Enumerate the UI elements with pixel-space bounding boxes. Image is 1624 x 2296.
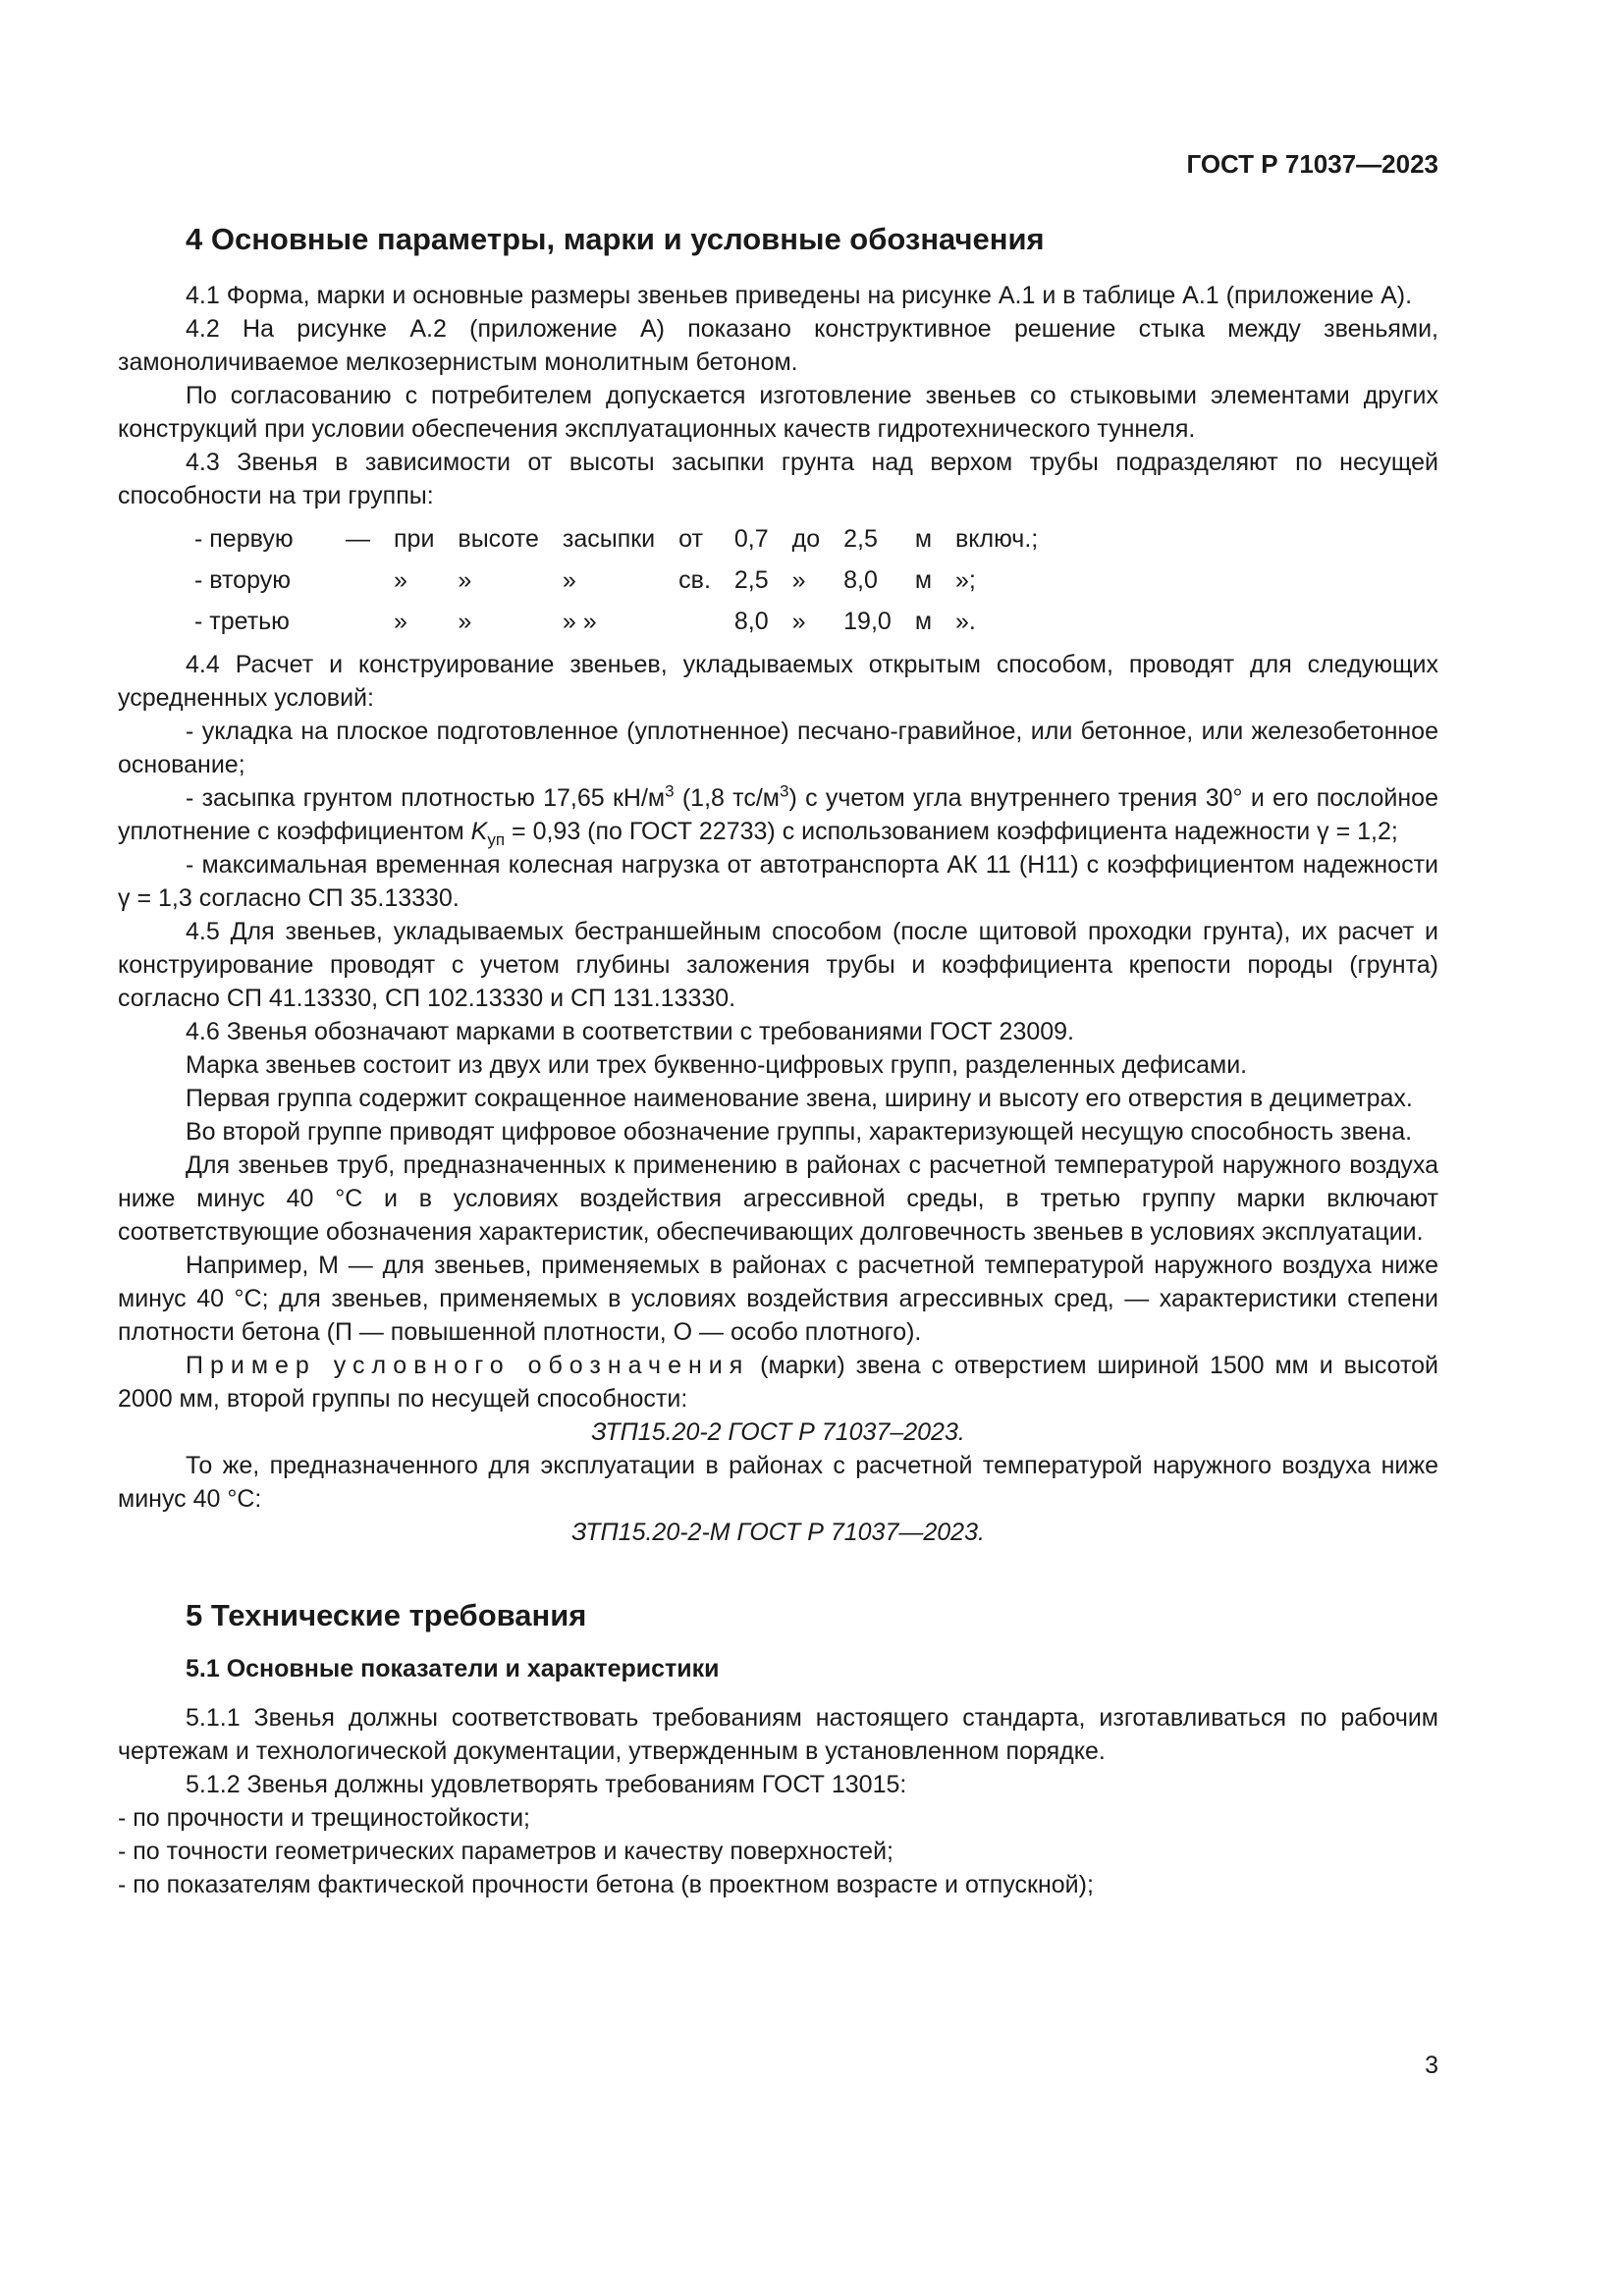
- paragraph-4-6: 4.6 Звенья обозначают марками в соответствии с требованиями ГОСТ 23009.: [186, 1018, 1075, 1045]
- group-cell: »: [394, 607, 407, 635]
- group-cell: - третью: [194, 607, 290, 635]
- list-item: - по показателям фактической прочности бетона (в проектном возрасте и отпускной);: [118, 1871, 1094, 1898]
- group-row-first: [194, 518, 1050, 560]
- group-cell: м: [914, 524, 933, 553]
- load-groups-table: [194, 518, 1050, 642]
- group-cell: высоте: [458, 524, 539, 553]
- group-cell: при: [394, 524, 435, 553]
- paragraph-4-4-backfill: [118, 781, 1438, 848]
- group-cell: ».: [955, 607, 976, 635]
- text-run: ) с учетом угла внутреннего трения 30° и его послойное уплотнение с коэффициентом: [118, 784, 1438, 845]
- subsection-5-1-title: 5.1 Основные показатели и характеристики: [186, 1655, 720, 1682]
- paragraph-4-6-third-group: Для звеньев труб, предназначенных к применению в районах с расчетной температурой наружного воздуха ниже минус 40 °С и в условиях воздействия агрессивной среды, в третью группу марки включают соответствующие обозначения характеристик, обеспечивающих долговечность звеньев в условиях эксплуатации.: [118, 1151, 1438, 1246]
- text-run: (1,8 тс/м: [674, 784, 780, 812]
- section-4-title: 4 Основные параметры, марки и условные обозначения: [186, 222, 1045, 256]
- paragraph-4-4-base: - укладка на плоское подготовленное (уплотненное) песчано-гравийное, или бетонное, или железобетонное основание;: [118, 718, 1438, 778]
- group-cell: [334, 601, 382, 642]
- group-cell: 0,7: [733, 524, 769, 553]
- group-cell: 8,0: [843, 565, 878, 594]
- group-row-second: [194, 560, 1050, 601]
- group-cell: м: [914, 565, 933, 594]
- paragraph-4-6-first-group: Первая группа содержит сокращенное наименование звена, ширину и высоту его отверстия в дециметрах.: [186, 1085, 1413, 1112]
- group-cell: »: [791, 565, 806, 594]
- text-run: = 0,93 (по ГОСТ 22733) с использованием коэффициента надежности γ = 1,2;: [505, 818, 1398, 845]
- paragraph-4-6-example-codes: Например, М — для звеньев, применяемых в районах с расчетной температурой наружного воздуха ниже минус 40 °С; для звеньев, применяемых в условиях воздействия агрессивных сред, — характеристики степени плотности бетона (П — повышенной плотности, О — особо плотного).: [118, 1252, 1438, 1346]
- section-5-title: 5 Технические требования: [186, 1598, 587, 1632]
- group-cell: » »: [562, 607, 597, 635]
- superscript: 3: [665, 781, 675, 801]
- page-content: [118, 222, 1438, 1901]
- group-cell: »: [458, 565, 472, 594]
- group-cell: св.: [678, 565, 711, 594]
- group-cell: от: [678, 524, 703, 553]
- group-cell: »;: [955, 565, 976, 594]
- group-cell: м: [914, 607, 933, 635]
- group-cell: »: [562, 565, 576, 594]
- paragraph-4-4-load: - максимальная временная колесная нагрузка от автотранспорта АК 11 (Н11) с коэффициентом надежности γ = 1,3 согласно СП 35.13330.: [118, 851, 1438, 912]
- paragraph-4-2: 4.2 На рисунке А.2 (приложение А) показано конструктивное решение стыка между звеньями, замоноличиваемое мелкозернистым монолитным бетоном.: [118, 315, 1438, 376]
- paragraph-designation-example: [118, 1349, 1438, 1415]
- paragraph-same-example: То же, предназначенного для эксплуатации в районах с расчетной температурой наружного воздуха ниже минус 40 °С:: [118, 1452, 1438, 1513]
- group-cell: 2,5: [843, 524, 878, 553]
- list-item: - по точности геометрических параметров и качеству поверхностей;: [118, 1838, 893, 1865]
- text-run: - засыпка грунтом плотностью 17,65 кН/м: [186, 784, 666, 812]
- group-cell: »: [791, 607, 806, 635]
- paragraph-4-6-second-group: Во второй группе приводят цифровое обозначение группы, характеризующей несущую способность звена.: [186, 1118, 1413, 1146]
- group-cell: включ.;: [955, 524, 1039, 553]
- paragraph-4-1: 4.1 Форма, марки и основные размеры звеньев приведены на рисунке А.1 и в таблице А.1 (приложение А).: [186, 282, 1413, 309]
- group-cell: 2,5: [733, 565, 769, 594]
- group-cell: до: [791, 524, 821, 553]
- group-row-third: [194, 601, 1050, 642]
- group-cell: - вторую: [194, 565, 291, 594]
- group-cell: [667, 601, 723, 642]
- group-cell: »: [394, 565, 407, 594]
- group-cell: 19,0: [843, 607, 892, 635]
- example-label: Пример условного обозначения: [186, 1352, 750, 1379]
- subscript: уп: [487, 830, 506, 849]
- paragraph-4-5: 4.5 Для звеньев, укладываемых бестраншейным способом (после щитовой проходки грунта), их расчет и конструирование проводят с учетом глубины заложения трубы и коэффициента крепости породы (грунта) согласно СП 41.13330, СП 102.13330 и СП 131.13330.: [118, 918, 1438, 1012]
- group-cell: 8,0: [733, 607, 769, 635]
- example-code-1: ЗТП15.20-2 ГОСТ Р 71037–2023.: [591, 1418, 965, 1446]
- page-number: 3: [1425, 2052, 1438, 2079]
- superscript: 3: [780, 781, 789, 801]
- paragraph-4-3: 4.3 Звенья в зависимости от высоты засыпки грунта над верхом трубы подразделяют по несущей способности на три группы:: [118, 449, 1438, 509]
- text-run: (марки) звена с отверстием шириной 1500 мм и высотой 2000 мм, второй группы по несущей способности:: [118, 1352, 1438, 1413]
- paragraph-5-1-2: 5.1.2 Звенья должны удовлетворять требованиям ГОСТ 13015:: [186, 1771, 907, 1798]
- document-code-header: ГОСТ Р 71037—2023: [1186, 149, 1438, 179]
- paragraph-4-6-mark: Марка звеньев состоит из двух или трех буквенно-цифровых групп, разделенных дефисами.: [186, 1051, 1248, 1079]
- list-item: - по прочности и трещиностойкости;: [118, 1804, 530, 1832]
- group-cell: [334, 560, 382, 601]
- paragraph-4-2-agreement: По согласованию с потребителем допускается изготовление звеньев со стыковыми элементами других конструкций при условии обеспечения эксплуатационных качеств гидротехнического туннеля.: [118, 382, 1438, 443]
- example-code-2: ЗТП15.20-2-М ГОСТ Р 71037—2023.: [571, 1519, 985, 1546]
- coefficient-symbol: K: [470, 818, 488, 845]
- group-cell: »: [458, 607, 472, 635]
- group-cell: - первую: [194, 524, 294, 553]
- paragraph-5-1-1: 5.1.1 Звенья должны соответствовать требованиям настоящего стандарта, изготавливаться по рабочим чертежам и технологической документации, утвержденным в установленном порядке.: [118, 1704, 1438, 1765]
- paragraph-4-4: 4.4 Расчет и конструирование звеньев, укладываемых открытым способом, проводят для следующих усредненных условий:: [118, 651, 1438, 712]
- group-cell: засыпки: [562, 524, 656, 553]
- group-cell: —: [346, 524, 370, 553]
